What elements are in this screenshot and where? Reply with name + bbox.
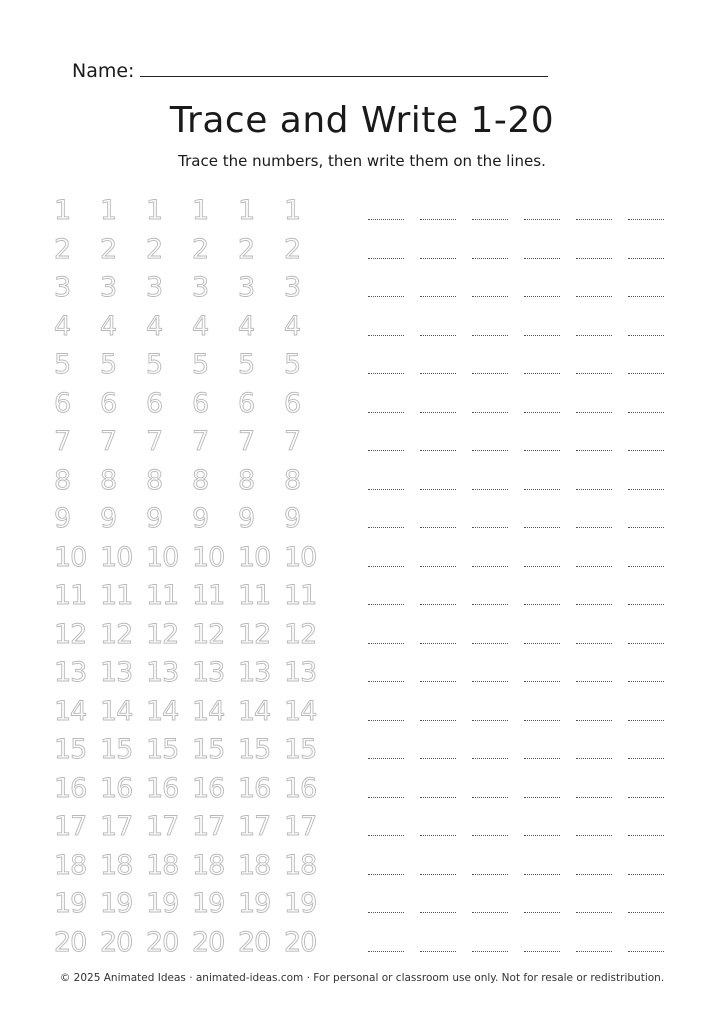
trace-number: 12 [54,618,87,650]
trace-number: 9 [238,503,255,534]
write-line[interactable] [472,566,508,567]
trace-number: 5 [238,349,255,380]
write-line[interactable] [368,219,404,220]
trace-number: 7 [54,426,71,457]
write-line[interactable] [628,373,664,374]
write-line[interactable] [628,912,664,913]
write-line[interactable] [420,373,456,374]
trace-number: 20 [146,926,179,958]
trace-number: 9 [146,503,163,534]
trace-number: 7 [192,426,209,457]
practice-row [46,810,676,849]
write-line[interactable] [420,835,456,836]
trace-number: 17 [54,811,87,842]
trace-number: 3 [54,272,71,303]
write-line[interactable] [576,566,612,567]
practice-row [46,772,676,811]
write-line[interactable] [524,758,560,759]
trace-number: 9 [100,503,117,534]
trace-number: 1 [238,195,255,226]
write-line[interactable] [368,720,404,721]
trace-number: 12 [284,618,317,650]
practice-row [46,387,676,426]
trace-number: 20 [100,926,133,958]
name-row [72,58,548,82]
trace-number: 11 [284,580,317,611]
write-line[interactable] [368,758,404,759]
write-line[interactable] [524,835,560,836]
write-line[interactable] [524,489,560,490]
practice-row [46,233,676,272]
trace-number: 16 [284,772,317,804]
write-line[interactable] [576,412,612,413]
write-line[interactable] [524,373,560,374]
trace-number: 19 [100,888,133,919]
trace-number: 18 [284,849,317,881]
write-line[interactable] [420,566,456,567]
write-line[interactable] [420,527,456,528]
trace-number: 12 [100,618,133,650]
trace-number: 19 [284,888,317,919]
trace-number: 18 [238,849,271,881]
write-line[interactable] [576,681,612,682]
trace-number: 20 [238,926,271,958]
trace-number: 15 [146,734,179,765]
trace-number: 5 [54,349,71,380]
write-line[interactable] [576,835,612,836]
write-line[interactable] [524,681,560,682]
footer-notice: © 2025 Animated Ideas · animated-ideas.com · For personal or classroom use only. Not for resale or redistribution. [59,972,665,984]
trace-number: 11 [238,580,271,611]
trace-number: 7 [284,426,301,457]
practice-row [46,348,676,387]
write-line[interactable] [576,643,612,644]
trace-number: 4 [284,310,301,342]
write-line[interactable] [524,296,560,297]
trace-number: 20 [284,926,317,958]
trace-number: 10 [54,541,87,573]
trace-number: 5 [100,349,117,380]
trace-number: 3 [146,272,163,303]
write-line[interactable] [524,912,560,913]
write-line[interactable] [628,412,664,413]
write-line[interactable] [576,450,612,451]
trace-number: 1 [284,195,301,226]
practice-row [46,618,676,657]
write-line[interactable] [420,219,456,220]
trace-number: 2 [54,233,71,265]
write-line[interactable] [524,450,560,451]
trace-number: 13 [192,657,225,688]
trace-number: 1 [100,195,117,226]
write-line[interactable] [628,335,664,336]
trace-number: 1 [54,195,71,226]
trace-number: 13 [100,657,133,688]
trace-number: 14 [192,695,225,727]
write-line[interactable] [368,951,404,952]
trace-number: 10 [146,541,179,573]
write-line[interactable] [472,797,508,798]
trace-number: 7 [100,426,117,457]
trace-number: 5 [284,349,301,380]
write-line[interactable] [472,527,508,528]
write-line[interactable] [368,412,404,413]
trace-number: 5 [192,349,209,380]
write-line[interactable] [628,681,664,682]
practice-row [46,425,676,464]
write-line[interactable] [472,412,508,413]
write-line[interactable] [368,527,404,528]
write-line[interactable] [472,835,508,836]
write-line[interactable] [472,874,508,875]
write-line[interactable] [368,835,404,836]
write-line[interactable] [472,450,508,451]
trace-number: 11 [100,580,133,611]
write-line[interactable] [524,566,560,567]
write-line[interactable] [420,335,456,336]
write-line[interactable] [628,566,664,567]
trace-number: 15 [192,734,225,765]
write-line[interactable] [576,797,612,798]
write-line[interactable] [524,643,560,644]
write-line[interactable] [576,296,612,297]
write-line[interactable] [420,489,456,490]
write-line[interactable] [576,951,612,952]
write-line[interactable] [524,258,560,259]
write-line[interactable] [472,643,508,644]
trace-number: 16 [54,772,87,804]
write-line[interactable] [524,527,560,528]
write-line[interactable] [576,219,612,220]
trace-number: 14 [100,695,133,727]
practice-row [46,733,676,772]
write-line[interactable] [368,335,404,336]
write-line[interactable] [368,566,404,567]
trace-number: 2 [100,233,117,265]
write-line[interactable] [420,258,456,259]
trace-number: 2 [192,233,209,265]
trace-number: 3 [100,272,117,303]
trace-number: 8 [54,464,71,496]
practice-row [46,926,676,965]
trace-number: 8 [238,464,255,496]
trace-number: 13 [54,657,87,688]
practice-row [46,502,676,541]
trace-number: 4 [146,310,163,342]
trace-number: 15 [238,734,271,765]
trace-number: 2 [284,233,301,265]
write-line[interactable] [472,219,508,220]
write-line[interactable] [368,489,404,490]
write-line[interactable] [472,258,508,259]
practice-rows [46,194,676,964]
write-line[interactable] [420,758,456,759]
write-line[interactable] [368,604,404,605]
trace-number: 19 [192,888,225,919]
trace-number: 18 [54,849,87,881]
write-line[interactable] [628,258,664,259]
page-title: Trace and Write 1-20 [169,100,555,141]
trace-number: 8 [146,464,163,496]
trace-number: 19 [146,888,179,919]
practice-row [46,310,676,349]
trace-number: 3 [238,272,255,303]
write-line[interactable] [576,720,612,721]
trace-number: 1 [146,195,163,226]
write-line[interactable] [472,335,508,336]
write-line[interactable] [368,258,404,259]
write-line[interactable] [420,604,456,605]
trace-number: 4 [192,310,209,342]
trace-number: 16 [238,772,271,804]
write-line[interactable] [628,489,664,490]
write-line[interactable] [368,373,404,374]
trace-number: 6 [54,387,71,419]
write-line[interactable] [472,720,508,721]
trace-number: 18 [100,849,133,881]
trace-number: 14 [284,695,317,727]
trace-number: 11 [54,580,87,611]
trace-number: 6 [100,387,117,419]
trace-number: 3 [192,272,209,303]
write-line[interactable] [524,951,560,952]
write-line[interactable] [420,912,456,913]
write-line[interactable] [524,797,560,798]
write-line[interactable] [628,720,664,721]
write-line[interactable] [628,951,664,952]
practice-row [46,271,676,310]
trace-number: 10 [238,541,271,573]
write-line[interactable] [420,720,456,721]
write-line[interactable] [576,912,612,913]
trace-number: 17 [192,811,225,842]
write-line[interactable] [576,373,612,374]
write-line[interactable] [628,874,664,875]
write-line[interactable] [628,450,664,451]
write-line[interactable] [628,604,664,605]
trace-number: 16 [146,772,179,804]
write-line[interactable] [420,681,456,682]
trace-number: 12 [238,618,271,650]
name-label: Name: [72,60,135,82]
instructions: Trace the numbers, then write them on the lines. [178,152,546,170]
trace-number: 7 [146,426,163,457]
trace-number: 6 [238,387,255,419]
trace-number: 5 [146,349,163,380]
practice-row [46,579,676,618]
trace-number: 16 [192,772,225,804]
practice-row [46,194,676,233]
write-line[interactable] [628,643,664,644]
practice-row [46,541,676,580]
trace-number: 15 [284,734,317,765]
write-line[interactable] [420,296,456,297]
trace-number: 6 [192,387,209,419]
trace-number: 1 [192,195,209,226]
write-line[interactable] [472,604,508,605]
trace-number: 19 [54,888,87,919]
write-line[interactable] [576,335,612,336]
trace-number: 13 [238,657,271,688]
trace-number: 18 [192,849,225,881]
trace-number: 14 [54,695,87,727]
write-line[interactable] [368,912,404,913]
write-line[interactable] [420,797,456,798]
trace-number: 4 [100,310,117,342]
write-line[interactable] [368,797,404,798]
trace-number: 2 [238,233,255,265]
trace-number: 7 [238,426,255,457]
trace-number: 15 [54,734,87,765]
name-field[interactable] [140,58,548,77]
write-line[interactable] [472,951,508,952]
write-line[interactable] [472,758,508,759]
write-line[interactable] [576,604,612,605]
practice-row [46,849,676,888]
trace-number: 19 [238,888,271,919]
trace-number: 17 [100,811,133,842]
write-line[interactable] [420,412,456,413]
write-line[interactable] [524,874,560,875]
write-line[interactable] [628,527,664,528]
write-line[interactable] [628,835,664,836]
write-line[interactable] [368,296,404,297]
write-line[interactable] [472,489,508,490]
write-line[interactable] [576,527,612,528]
trace-number: 17 [238,811,271,842]
trace-number: 9 [54,503,71,534]
trace-number: 10 [284,541,317,573]
write-line[interactable] [628,296,664,297]
trace-number: 20 [54,926,87,958]
write-line[interactable] [368,681,404,682]
practice-row [46,695,676,734]
trace-number: 17 [284,811,317,842]
write-line[interactable] [576,489,612,490]
trace-number: 14 [238,695,271,727]
write-line[interactable] [420,450,456,451]
write-line[interactable] [368,643,404,644]
trace-number: 6 [284,387,301,419]
trace-number: 17 [146,811,179,842]
write-line[interactable] [628,219,664,220]
write-line[interactable] [420,643,456,644]
write-line[interactable] [524,412,560,413]
trace-number: 20 [192,926,225,958]
trace-number: 11 [146,580,179,611]
practice-row [46,464,676,503]
trace-number: 10 [192,541,225,573]
trace-number: 9 [284,503,301,534]
trace-number: 18 [146,849,179,881]
write-line[interactable] [524,604,560,605]
trace-number: 9 [192,503,209,534]
write-line[interactable] [524,720,560,721]
trace-number: 4 [238,310,255,342]
write-line[interactable] [628,758,664,759]
trace-number: 8 [192,464,209,496]
write-line[interactable] [628,797,664,798]
practice-row [46,656,676,695]
write-line[interactable] [576,258,612,259]
trace-number: 2 [146,233,163,265]
trace-number: 8 [100,464,117,496]
write-line[interactable] [524,335,560,336]
trace-number: 8 [284,464,301,496]
write-line[interactable] [472,912,508,913]
trace-number: 12 [192,618,225,650]
write-line[interactable] [472,373,508,374]
trace-number: 13 [146,657,179,688]
trace-number: 15 [100,734,133,765]
write-line[interactable] [472,296,508,297]
trace-number: 4 [54,310,71,342]
write-line[interactable] [576,758,612,759]
trace-number: 14 [146,695,179,727]
trace-number: 13 [284,657,317,688]
write-line[interactable] [368,874,404,875]
trace-number: 10 [100,541,133,573]
write-line[interactable] [524,219,560,220]
write-line[interactable] [368,450,404,451]
trace-number: 12 [146,618,179,650]
trace-number: 11 [192,580,225,611]
trace-number: 6 [146,387,163,419]
write-line[interactable] [420,874,456,875]
write-line[interactable] [472,681,508,682]
write-line[interactable] [420,951,456,952]
write-line[interactable] [576,874,612,875]
trace-number: 3 [284,272,301,303]
practice-row [46,887,676,926]
trace-number: 16 [100,772,133,804]
